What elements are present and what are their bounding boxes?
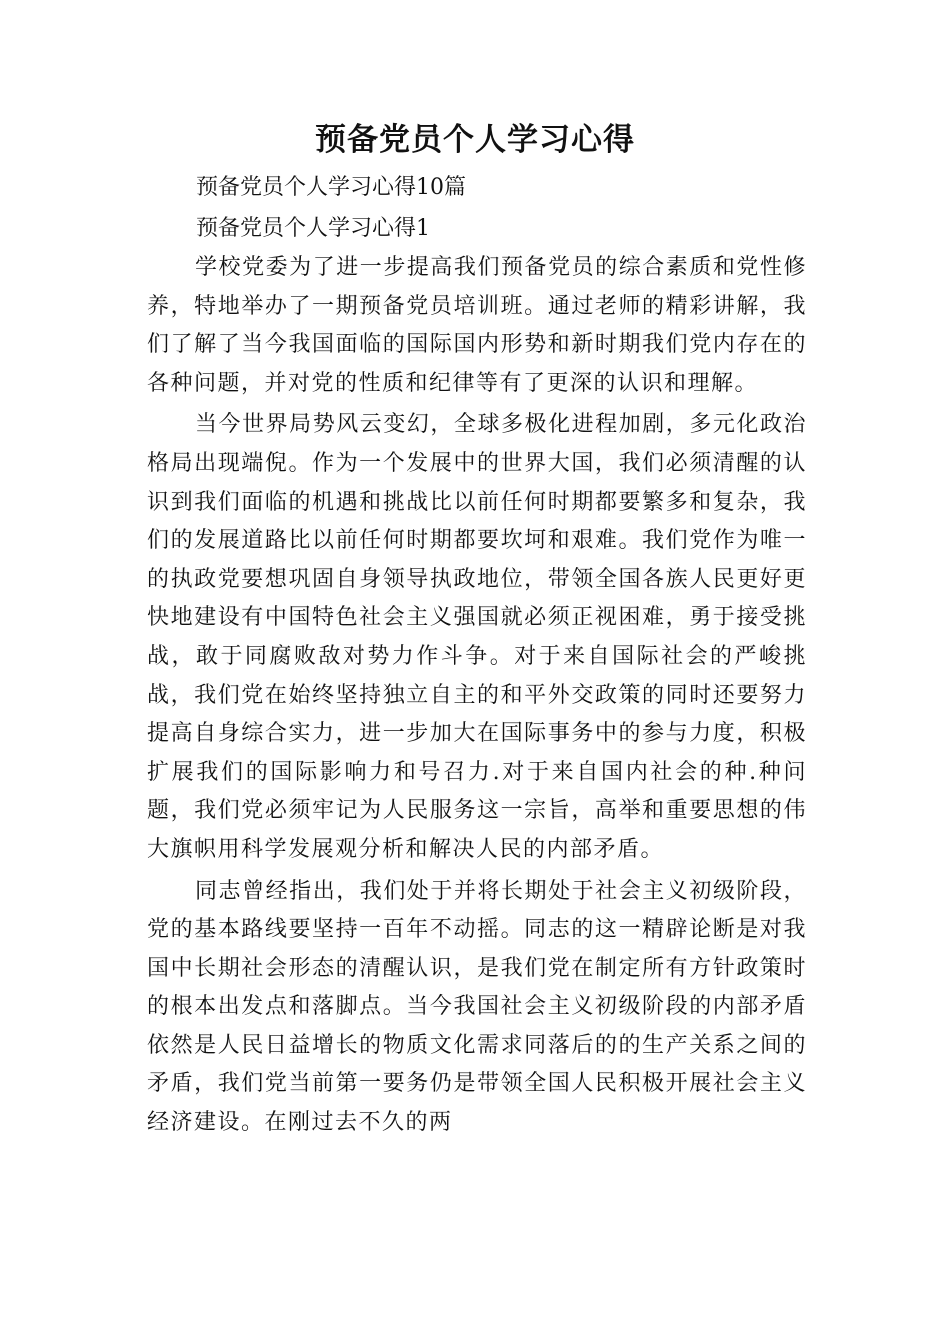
- document-title: 预备党员个人学习心得: [315, 122, 635, 158]
- document-subtitle-section: 预备党员个人学习心得1: [196, 216, 430, 241]
- document-body: [147, 249, 807, 1143]
- body-paragraph: 学校党委为了进一步提高我们预备党员的综合素质和党性修养，特地举办了一期预备党员培训班。通过老师的精彩讲解，我们了解了当今我国面临的国际国内形势和新时期我们党内存在的各种问题，并对党的性质和纪律等有了更深的认识和理解。: [147, 255, 807, 396]
- document-subtitle-collection: 预备党员个人学习心得10篇: [196, 175, 466, 200]
- body-paragraph: 同志曾经指出，我们处于并将长期处于社会主义初级阶段，党的基本路线要坚持一百年不动摇。同志的这一精辟论断是对我国中长期社会形态的清醒认识，是我们党在制定所有方针政策时的根本出发点和落脚点。当今我国社会主义初级阶段的内部矛盾依然是人民日益增长的物质文化需求同落后的的生产关系之间的矛盾，我们党当前第一要务仍是带领全国人民积极开展社会主义经济建设。在刚过去不久的两: [147, 878, 807, 1136]
- body-paragraph: 当今世界局势风云变幻，全球多极化进程加剧，多元化政治格局出现端倪。作为一个发展中的世界大国，我们必须清醒的认识到我们面临的机遇和挑战比以前任何时期都要繁多和复杂，我们的发展道路比以前任何时期都要坎坷和艰难。我们党作为唯一的执政党要想巩固自身领导执政地位，带领全国各族人民更好更快地建设有中国特色社会主义强国就必须正视困难，勇于接受挑战，敢于同腐败敌对势力作斗争。对于来自国际社会的严峻挑战，我们党在始终坚持独立自主的和平外交政策的同时还要努力提高自身综合实力，进一步加大在国际事务中的参与力度，积极扩展我们的国际影响力和号召力.对于来自国内社会的种.种问题，我们党必须牢记为人民服务这一宗旨，高举和重要思想的伟大旗帜用科学发展观分析和解决人民的内部矛盾。: [147, 412, 807, 862]
